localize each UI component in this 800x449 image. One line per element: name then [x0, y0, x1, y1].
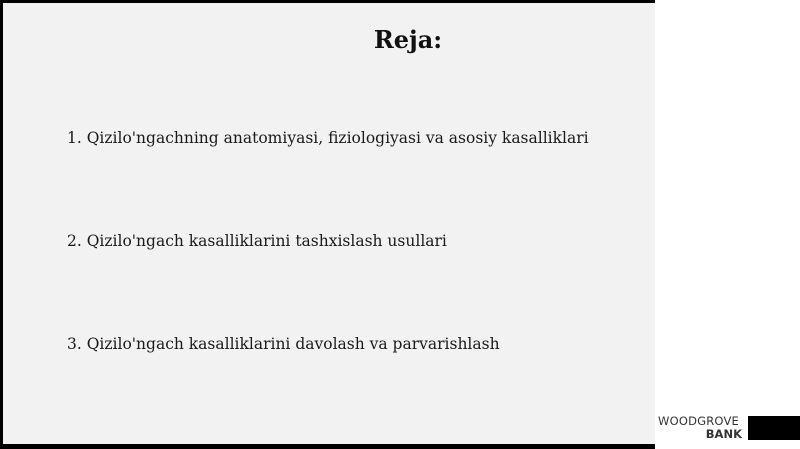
slide-title: Reja: — [373, 25, 443, 54]
black-rectangle — [748, 416, 800, 440]
slide-content — [3, 3, 655, 444]
logo-text-woodgrove: WOODGROVE — [658, 414, 740, 428]
woodgrove-bank-logo — [658, 414, 742, 442]
logo-text-bank: BANK — [705, 427, 742, 441]
plan-item-3: 3. Qizilo'ngach kasalliklarini davolash va parvarishlash — [67, 335, 500, 353]
plan-item-1: 1. Qizilo'ngachning anatomiyasi, fiziologiyasi va asosiy kasalliklari — [67, 129, 589, 147]
plan-item-2: 2. Qizilo'ngach kasalliklarini tashxislash usullari — [67, 232, 447, 250]
